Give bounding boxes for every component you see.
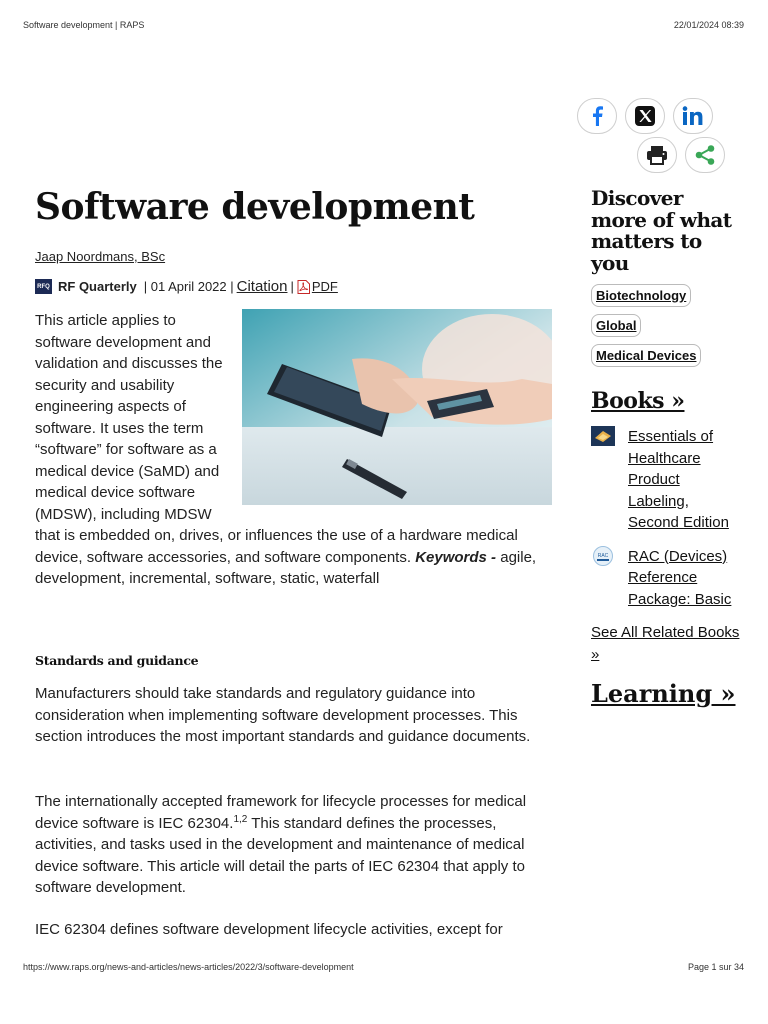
section-heading: Standards and guidance [35, 653, 199, 668]
citation-link[interactable]: Citation [236, 278, 288, 295]
rf-quarterly-logo: RFQ [35, 279, 52, 294]
share-row-top [577, 98, 713, 134]
meta-separator: | [290, 279, 294, 294]
book-title-link[interactable]: Essentials of Healthcare Product Labeling, Second Edition [628, 428, 729, 531]
linkedin-share-button[interactable] [673, 98, 713, 134]
print-header [23, 20, 744, 30]
share-icon [694, 144, 716, 166]
image-float-spacer [235, 310, 553, 510]
see-all-books-link[interactable]: See All Related Books » [591, 624, 740, 663]
body-paragraph-1: Manufacturers should take standards and regulatory guidance into consideration when implementing software development processes. This section introduces the most important standards and guidance documents. [35, 685, 531, 745]
body-paragraph-3: IEC 62304 defines software development lifecycle activities, except for [35, 921, 503, 938]
article-intro [35, 310, 553, 590]
printer-icon [646, 145, 668, 165]
keywords-label: Keywords - [415, 548, 497, 566]
pdf-label: PDF [311, 279, 338, 294]
article-title: Software development [35, 186, 475, 228]
body-paragraph-2-start: The internationally accepted framework for lifecycle processes for medical device software is IEC 62304. [35, 793, 527, 832]
book-cover-thumbnail [591, 426, 615, 446]
book-item[interactable] [591, 426, 741, 534]
book-title-link[interactable]: RAC (Devices) Reference Package: Basic [628, 547, 732, 608]
doc-title: Software development | RAPS [23, 20, 145, 30]
tag-medical-devices[interactable]: Medical Devices [591, 344, 701, 367]
body-paragraph-2-end: This standard defines the processes, activities, and tasks used in the development and maintenance of medical device software. This article will detail the parts of IEC 62304 that apply to software development. [35, 814, 525, 896]
x-share-button[interactable] [625, 98, 665, 134]
print-button[interactable] [637, 137, 677, 173]
x-icon [634, 105, 656, 127]
publication-name: RF Quarterly [58, 279, 137, 294]
footnote-ref[interactable]: 1,2 [233, 813, 248, 825]
keywords-list: agile, development, incremental, software, static, waterfall [35, 548, 537, 587]
facebook-share-button[interactable] [577, 98, 617, 134]
print-datetime: 22/01/2024 08:39 [673, 20, 744, 30]
discover-heading: Discover more of what matters to you [591, 186, 732, 275]
pdf-link[interactable] [297, 279, 338, 294]
pdf-icon [297, 280, 310, 294]
page-url: https://www.raps.org/news-and-articles/news-articles/2022/3/software-development [23, 962, 354, 972]
page-number: Page 1 sur 34 [687, 962, 744, 972]
sidebar [591, 188, 741, 711]
body-paragraph-2 [35, 791, 553, 899]
article-meta [35, 278, 338, 295]
print-footer [23, 962, 744, 972]
learning-heading[interactable]: Learning » [591, 679, 736, 708]
share-row-bottom [637, 137, 725, 173]
tag-global[interactable]: Global [591, 314, 641, 337]
book-thumb-text: RAC [597, 552, 609, 559]
topic-tags [591, 284, 741, 374]
book-item[interactable] [591, 546, 741, 611]
linkedin-icon [682, 106, 704, 126]
tag-biotechnology[interactable]: Biotechnology [591, 284, 691, 307]
book-cover-thumbnail [591, 546, 615, 566]
author-link[interactable]: Jaap Noordmans, BSc [35, 249, 166, 264]
facebook-icon [590, 106, 604, 126]
intro-text: This article applies to software development and validation and discusses the security and usability engineering aspects of software. It uses the term “software” for software as a medical device (SaMD) and medical device software (MDSW), including MDSW that is embedded on, drives, or influences the use of a hardware medical device, software accessories, and software components. [35, 312, 518, 566]
books-heading[interactable]: Books » [591, 388, 685, 414]
publish-date: | 01 April 2022 | [143, 279, 234, 294]
share-button[interactable] [685, 137, 725, 173]
